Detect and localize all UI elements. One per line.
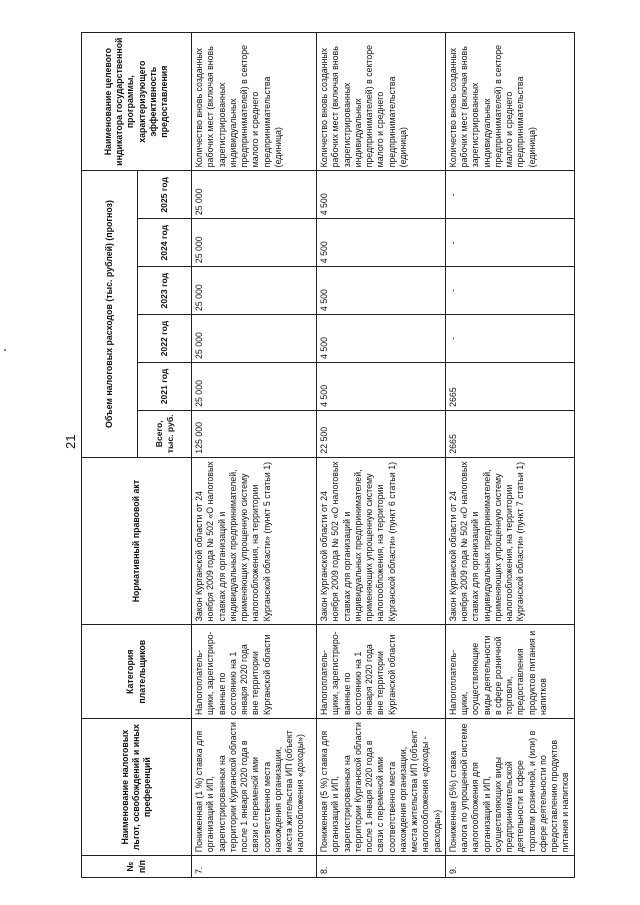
table-row <box>192 33 317 878</box>
header-num: № п/п <box>82 856 192 878</box>
row-name: Пониженная (5%) ставка налога по упрощенной системе налогообложения для организаций и ИП, осуществляющих виды предпринимательской деятельности в сфере торговли розничной, и (или) в сфере деятельности по предоставлению продуктов питания и напитков <box>445 719 574 856</box>
row-year-2021: 4 500 <box>317 363 446 411</box>
row-num: 9. <box>445 856 574 878</box>
row-year-2022: 25 000 <box>192 315 317 363</box>
row-year-2023: 4 500 <box>317 267 446 315</box>
tax-expenditures-table <box>81 32 575 878</box>
row-act: Закон Курганской области от 24 ноября 2009 года № 502 «О налоговых ставках для организаций и индивидуальных предпринимателей, применяющих упрощенную систему налогообложения, на территории Курганской области» (пункт 5 статьи 1) <box>192 457 317 625</box>
row-indicator: Количество вновь созданных рабочих мест (включая вновь зарегистрированных индивидуальных предпринимателей) в секторе малого и среднего предпринимательства (единица) <box>192 33 317 171</box>
row-year-2023: - <box>445 267 574 315</box>
row-year-2021: 25 000 <box>192 363 317 411</box>
header-year-2023: 2023 год <box>138 267 192 315</box>
row-act: Закон Курганской области от 24 ноября 2009 года № 502 «О налоговых ставках для организаций и индивидуальных предпринимателей, применяющих упрощенную систему налогообложения, на территории Курганской области» (пункт 6 статьи 1) <box>317 457 446 625</box>
page-number: 21 <box>63 434 78 449</box>
row-num: 8. <box>317 856 446 878</box>
header-total: Всего, тыс. руб. <box>138 410 192 457</box>
row-indicator: Количество вновь созданных рабочих мест (включая вновь зарегистрированных индивидуальных предпринимателей) в секторе малого и среднего предпринимательства (единица) <box>317 33 446 171</box>
row-category: Налогоплатель-щики, зарегистриро-ванные по состоянию на 1 января 2020 года вне территории Курганской области <box>192 625 317 719</box>
header-year-2024: 2024 год <box>138 219 192 267</box>
table-row <box>317 33 446 878</box>
rotated-table-container <box>81 32 571 878</box>
row-act: Закон Курганской области от 24 ноября 2009 года № 502 «О налоговых ставках для организаций и индивидуальных предпринимателей, применяющих упрощенную систему налогообложения, на территории Курганской области» (пункт 7 статьи 1) <box>445 457 574 625</box>
row-year-2021: 2665 <box>445 363 574 411</box>
header-year-2025: 2025 год <box>138 171 192 219</box>
row-year-2022: 4 500 <box>317 315 446 363</box>
header-indicator: Наименование целевого индикатора государственной программы, характеризующего эффективность предоставления <box>82 33 192 171</box>
row-year-2022: - <box>445 315 574 363</box>
table-row <box>445 33 574 878</box>
header-row <box>82 33 138 878</box>
header-name: Наименование налоговых льгот, освобождений и иных преференций <box>82 719 192 856</box>
row-year-2024: 25 000 <box>192 219 317 267</box>
header-volume: Объем налоговых расходов (тыс. рублей) (прогноз) <box>82 171 138 457</box>
row-year-2024: 4 500 <box>317 219 446 267</box>
scan-speck <box>4 349 6 351</box>
row-year-2024: - <box>445 219 574 267</box>
row-year-2025: 25 000 <box>192 171 317 219</box>
row-name: Пониженная (5 %) ставка для организаций и ИП, зарегистрированных на территории Курганской области после 1 января 2020 года в связи с переменой ими соответственно места нахождения организации, места жительства ИП (объект налогообложения «доходы - расходы») <box>317 719 446 856</box>
row-name: Пониженная (1 %) ставка для организаций и ИП, зарегистрированных на территории Курганской области после 1 января 2020 года в связи с переменой ими соответственно места нахождения организации, места жительства ИП (объект налогообложения «доходы») <box>192 719 317 856</box>
row-year-2025: 4 500 <box>317 171 446 219</box>
row-year-2023: 25 000 <box>192 267 317 315</box>
header-year-2021: 2021 год <box>138 363 192 411</box>
row-total: 2665 <box>445 410 574 457</box>
row-total: 125 000 <box>192 410 317 457</box>
header-year-2022: 2022 год <box>138 315 192 363</box>
row-indicator: Количество вновь созданных рабочих мест (включая вновь зарегистрированных индивидуальных предпринимателей) в секторе малого и среднего предпринимательства (единица) <box>445 33 574 171</box>
row-category: Налогоплатель-щики, зарегистриро-ванные по состоянию на 1 января 2020 года вне территории Курганской области <box>317 625 446 719</box>
header-act: Нормативный правовой акт <box>82 457 192 625</box>
header-category: Категория плательщиков <box>82 625 192 719</box>
row-year-2025: - <box>445 171 574 219</box>
row-num: 7. <box>192 856 317 878</box>
row-category: Налогоплатель-щики, осуществляющие виды деятельности в сфере розничной торговли, предоставления продуктов питания и напитков <box>445 625 574 719</box>
row-total: 22 500 <box>317 410 446 457</box>
